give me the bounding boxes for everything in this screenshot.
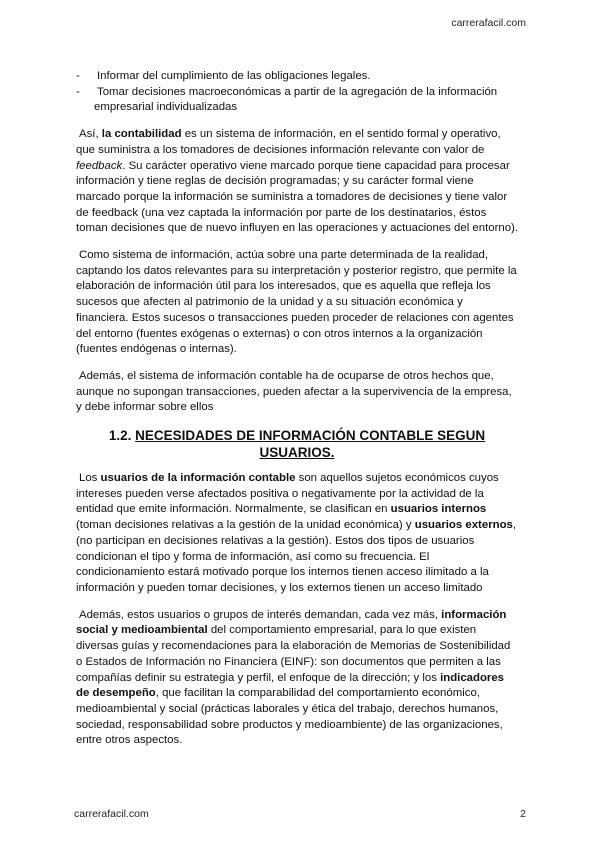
- text-run: , que facilitan la comparabilidad del comportamiento económico, medioambiental y social (prácticas laborales y ética del trabajo, derechos humanos, sociedad, responsabilidad sobre productos y medioambiente) de las organizaciones, entre otros aspectos.: [76, 687, 503, 747]
- paragraph-other-facts: Además, el sistema de información contable ha de ocuparse de otros hechos que, aunque no supongan transacciones, pueden afectar a la supervivencia de la empresa, y debe informar sobre ellos: [76, 369, 512, 414]
- paragraph-information-system: Como sistema de información, actúa sobre una parte determinada de la realidad, captando los datos relevantes para su interpretación y posterior registro, que permite la elaboración de información útil para los interesados, que es aquella que refleja los sucesos que afecten al patrimonio de la unidad y a su situación económica y financiera. Estos sucesos o transacciones pueden proceder de relaciones con agentes del entorno (fuentes exógenas o externas) o con otros internos a la organización (fuentes endógenas o internas).: [76, 249, 517, 356]
- bold-term: usuarios internos: [390, 503, 487, 516]
- text-run: (toman decisiones relativas a la gestión de la unidad económica) y: [76, 519, 415, 532]
- bullet-dash: -: [76, 70, 80, 82]
- text-run: , (no participan en decisiones relativas a la gestión). Estos dos tipos de usuarios condicionan el tipo y forma de información, así como su frecuencia. El condicionamiento estará motivado porque los internos tienen acceso ilimitado a la información y pueden tomar decisiones, y los externos tienen un acceso limitado: [76, 519, 517, 594]
- bold-term: indicadores de desempeño: [76, 671, 505, 700]
- text-run: Los: [79, 472, 101, 485]
- text-run: son aquellos sujetos económicos cuyos intereses pueden verse afectados positiva o negativamente por la actividad de la entidad que emite información. Normalmente, se clasifican en: [76, 472, 499, 516]
- bullet-text: Informar del cumplimiento de las obligaciones legales.: [97, 70, 371, 82]
- text-run: del comportamiento empresarial, para lo que existen diversas guías y recomendaciones para la elaboración de Memorias de Sostenibilidad o Estados de Información no Financiera (EINF): son documentos que permiten a las compañías definir su estrategia y perfil, el enfoque de la dirección; y los: [76, 624, 511, 684]
- bullet-list: [76, 69, 518, 116]
- bullet-dash: -: [76, 85, 80, 98]
- bold-term: la contabilidad: [101, 128, 182, 141]
- paragraph-social-information: [76, 608, 518, 749]
- text-run: Así,: [79, 128, 102, 141]
- paragraph-users: [76, 471, 518, 597]
- text-run: . Su carácter operativo viene marcado porque tiene capacidad para procesar información y tiene reglas de decisión programadas; y su carácter formal viene marcado porque la información se suministra a tomadores de decisiones y tiene valor de feedback (una vez captada la información por parte de los destinatarios, éstos toman decisiones que de nuevo influyen en las operaciones y actuaciones del entorno).: [76, 159, 518, 235]
- list-item: [76, 69, 518, 85]
- bold-term: información social y medioambiental: [76, 608, 507, 637]
- section-title: NECESIDADES DE INFORMACIÓN CONTABLE SEGUN USUARIOS.: [135, 428, 486, 461]
- bold-term: usuarios externos: [414, 519, 513, 532]
- section-heading: [76, 427, 518, 461]
- text-run: Además, estos usuarios o grupos de interés demandan, cada vez más,: [79, 608, 442, 621]
- list-item: [76, 85, 518, 116]
- italic-term: feedback: [76, 159, 123, 172]
- header-site-name: carrerafacil.com: [451, 17, 526, 29]
- page-body: [76, 69, 518, 760]
- bullet-text: Tomar decisiones macroeconómicas a partir de la agregación de la información empresarial individualizadas: [94, 85, 498, 114]
- section-number: 1.2.: [108, 428, 132, 444]
- text-run: es un sistema de información, en el sentido formal y operativo, que suministra a los tomadores de decisiones información relevante con valor de: [76, 128, 501, 156]
- bold-term: usuarios de la información contable: [100, 472, 296, 485]
- paragraph-accounting-definition: [76, 127, 518, 237]
- page-number: 2: [520, 808, 526, 820]
- footer-site-name: carrerafacil.com: [74, 808, 149, 820]
